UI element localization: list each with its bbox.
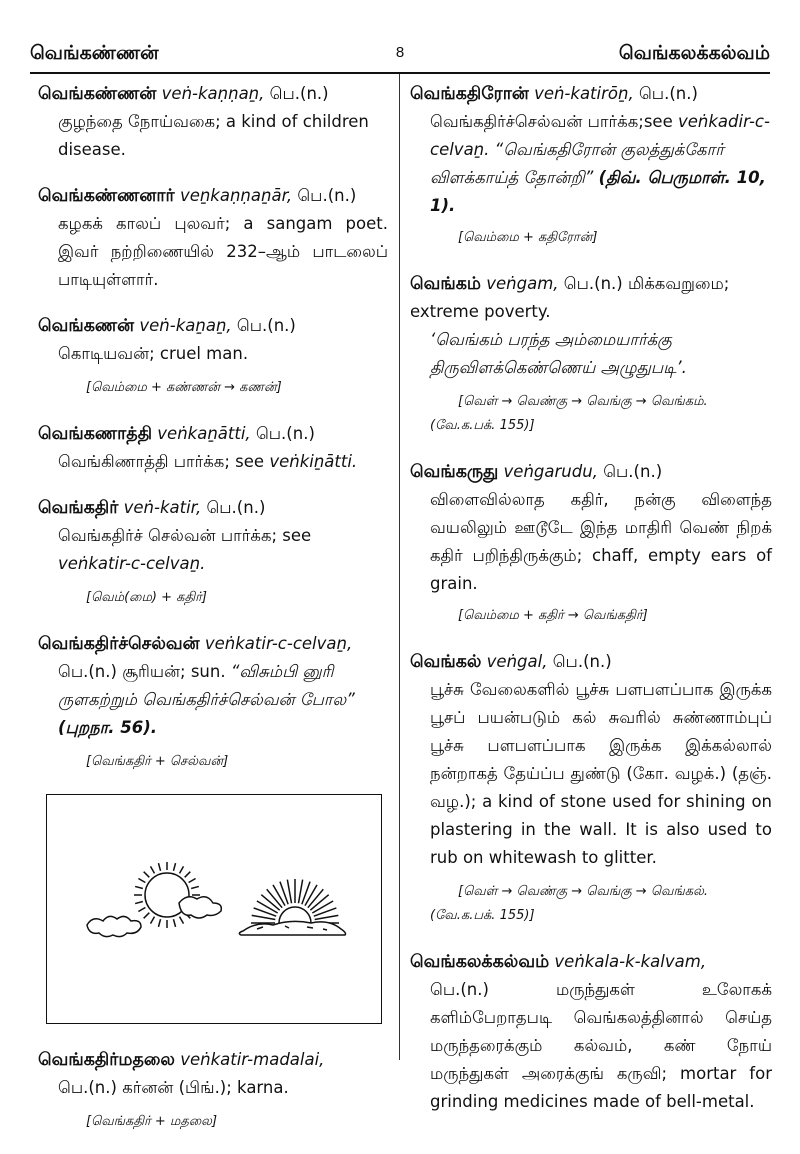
left-column — [38, 80, 388, 1154]
sun-ray — [173, 863, 175, 871]
transliteration: veṅ-kaṇṇaṉ, — [161, 84, 265, 103]
sun-and-clouds-drawing — [47, 795, 381, 1023]
etymology: [வெம்மை + கதிரோன்] — [458, 230, 598, 245]
definition: மிக்கவறுமை; extreme poverty. — [410, 274, 730, 321]
sun-ray — [158, 863, 160, 871]
headword: வெங்கணன் — [38, 316, 135, 336]
definition: கழகக் காலப் புலவர்; a sangam poet. இவர் நற்றிணையில் 232–ஆம் பாடலைப் பாடியுள்ளார். — [58, 214, 388, 289]
etymology-source: (வே.க.பக். 155)] — [430, 418, 535, 433]
part-of-speech: பெ.(n.) — [206, 498, 266, 517]
sun-ray — [144, 872, 150, 878]
etymology: [வெம்(மை) + கதிர்] — [86, 590, 207, 605]
entry — [410, 270, 772, 382]
entry — [38, 630, 388, 742]
source-reference: (புறநா. 56). — [58, 718, 158, 737]
sun-ray — [158, 919, 160, 927]
headword: வெங்கணாத்தி — [38, 424, 153, 444]
transliteration: veṅ-katir, — [123, 498, 202, 517]
sun-ray — [305, 885, 317, 906]
quotation: “வெங்கதிரோன் குலத்துக்கோர் விளக்காய்த் தோன்றி” — [430, 140, 724, 187]
transliteration: veṅkala-k-kalvam, — [554, 952, 707, 971]
sun-illustration — [46, 794, 382, 1024]
part-of-speech: பெ.(n.) — [638, 84, 698, 103]
sun-ray — [144, 913, 150, 919]
etymology: [வெங்கதிர் + மதலை] — [86, 1114, 218, 1129]
left-guide-word: வெங்கண்ணன் — [30, 42, 159, 64]
cross-reference: veṅkadir-c-celvaṉ. — [430, 112, 770, 159]
sun-ray — [315, 915, 339, 919]
sun-ray — [257, 901, 278, 913]
definition: வெங்கதிர்ச்செல்வன் பார்க்க;see — [430, 112, 673, 131]
page-number: 8 — [395, 44, 405, 61]
transliteration: veṅ-kaṉaṉ, — [139, 316, 232, 335]
sun-ray — [254, 908, 277, 916]
running-head — [30, 42, 770, 66]
part-of-speech: பெ.(n.) — [58, 1078, 117, 1097]
entry — [410, 948, 772, 1116]
sun-ray — [138, 908, 145, 912]
etymology-line: [வெள் → வெண்கு → வெங்கு → வெங்கல். — [458, 884, 709, 899]
definition: கொடியவன்; cruel man. — [58, 344, 249, 363]
sun-ray — [138, 879, 145, 883]
definition: சூரியன்; sun. — [122, 662, 226, 681]
part-of-speech: பெ.(n.) — [255, 424, 315, 443]
entry — [38, 80, 388, 164]
definition: பூச்சு வேலைகளில் பூச்சு பளபளப்பாக இருக்க பூசப் பயன்படும் கல் சுவரில் சுண்ணாம்புப் பூச்சு பளபளப்பாக இருக்க இக்கல்லால் நன்றாகத் தேய்ப்ப துண்டு (கோ. வழக்.) (தஞ். வழ.); a kind of stone used for shining on plastering in the wall. It is also used to rub on whitewash to glitter. — [430, 680, 772, 867]
transliteration: veṅgal, — [486, 652, 548, 671]
part-of-speech: பெ.(n.) — [58, 662, 117, 681]
sun-ray — [298, 880, 302, 904]
entry — [38, 182, 388, 294]
sun-ray — [287, 880, 291, 904]
part-of-speech: பெ.(n.) — [552, 652, 612, 671]
sun-ray — [180, 917, 184, 924]
definition: கர்னன் (பிங்.); karna. — [122, 1078, 289, 1097]
headword: வெங்கதிர்ச்செல்வன் — [38, 634, 200, 654]
etymology: [வெம்மை + கதிர் → வெங்கதிர்] — [458, 608, 648, 623]
cross-reference: veṅkiṉātti. — [269, 452, 358, 471]
sun-ray — [191, 886, 199, 888]
etymology-line: [வெள் → வெண்கு → வெங்கு → வெங்கம். — [458, 394, 708, 409]
transliteration: veṅgam, — [486, 274, 559, 293]
etymology: [வெங்கதிர் + செல்வன்] — [86, 754, 229, 769]
headword: வெங்கம் — [410, 274, 481, 294]
transliteration: veṅ-katirōṉ, — [534, 84, 634, 103]
sun-ray — [135, 901, 143, 903]
entry — [38, 420, 388, 476]
source-reference: (திவ். பெருமாள். 10, 1). — [430, 168, 766, 215]
transliteration: veṅkaṉātti, — [157, 424, 251, 443]
transliteration: veṅgarudu, — [503, 462, 598, 481]
etymology — [430, 880, 772, 928]
sun-ray — [302, 882, 310, 905]
part-of-speech: பெ.(n.) — [269, 84, 329, 103]
headword: வெங்கதிர் — [38, 498, 119, 518]
headword: வெங்கல் — [410, 652, 482, 672]
entry — [410, 648, 772, 872]
transliteration: veṉkaṇṇaṉār, — [179, 186, 293, 205]
etymology: [வெம்மை + கண்ணன் → கணன்] — [86, 380, 282, 395]
sun-ray — [252, 915, 276, 919]
headword: வெங்கருது — [410, 462, 499, 482]
etymology-source: (வே.க.பக். 155)] — [430, 908, 535, 923]
right-guide-word: வெங்கலக்கல்வம் — [618, 42, 770, 64]
definition: விளைவில்லாத கதிர், நன்கு விளைந்த வயலிலும் ஊடூடே இந்த மாதிரி வெண் நிறக் கதிர் பறிந்திருக்கும்; chaff, empty ears of grain. — [430, 490, 772, 593]
sun-ray — [185, 872, 191, 878]
quotation: ‘வெங்கம் பரந்த அம்மையார்க்கு திருவிளக்கெண்ணெய் அழுதுபடி’. — [430, 330, 687, 377]
etymology — [430, 390, 772, 438]
part-of-speech: பெ.(n.) — [236, 316, 296, 335]
transliteration: veṅkatir-c-celvaṉ, — [204, 634, 353, 653]
part-of-speech: பெ.(n.) — [603, 462, 663, 481]
definition: வெங்கதிர்ச் செல்வன் பார்க்க; see — [58, 526, 312, 545]
definition: குழந்தை நோய்வகை; a kind of children disease. — [58, 112, 369, 159]
column-divider — [399, 74, 400, 1060]
headword: வெங்கண்ணனார் — [38, 186, 175, 206]
part-of-speech: பெ.(n.) — [563, 274, 623, 293]
entry — [410, 458, 772, 598]
definition: வெங்கிணாத்தி பார்க்க; see — [58, 452, 265, 471]
sun-ray — [151, 866, 155, 873]
sun-ray — [180, 866, 184, 873]
sun-ray — [173, 919, 175, 927]
headword: வெங்கதிரோன் — [410, 84, 529, 104]
entry — [38, 312, 388, 368]
transliteration: veṅkatir-madalai, — [180, 1050, 325, 1069]
quotation: “விசும்பி னுரி ருளகற்றும் வெங்கதிர்ச்செல்வன் போல” — [58, 662, 355, 709]
entry — [410, 80, 772, 220]
entry — [38, 494, 388, 578]
right-column — [410, 80, 772, 1134]
sun-ray — [189, 879, 196, 883]
headword: வெங்கண்ணன் — [38, 84, 157, 104]
cross-reference: veṅkatir-c-celvaṉ. — [58, 554, 206, 573]
sun-ray — [312, 901, 333, 913]
definition: மருந்துகள் உலோகக் களிம்பேறாதபடி வெங்கலத்தினால் செய்த மருந்தரைக்கும் கல்வம், கண் நோய் மருந்துகள் அரைக்குங் கருவி; mortar for grinding medicines made of bell-metal. — [430, 980, 772, 1111]
header-rule — [30, 72, 770, 74]
sun-ray — [280, 882, 288, 905]
entry — [38, 1046, 388, 1102]
sun-ray — [135, 886, 143, 888]
sun-ray — [151, 917, 155, 924]
headword: வெங்கலக்கல்வம் — [410, 952, 550, 972]
headword: வெங்கதிர்மதலை — [38, 1050, 175, 1070]
sun-ray — [314, 908, 337, 916]
part-of-speech: பெ.(n.) — [297, 186, 357, 205]
sun-ray — [273, 885, 285, 906]
part-of-speech: பெ.(n.) — [430, 980, 489, 999]
